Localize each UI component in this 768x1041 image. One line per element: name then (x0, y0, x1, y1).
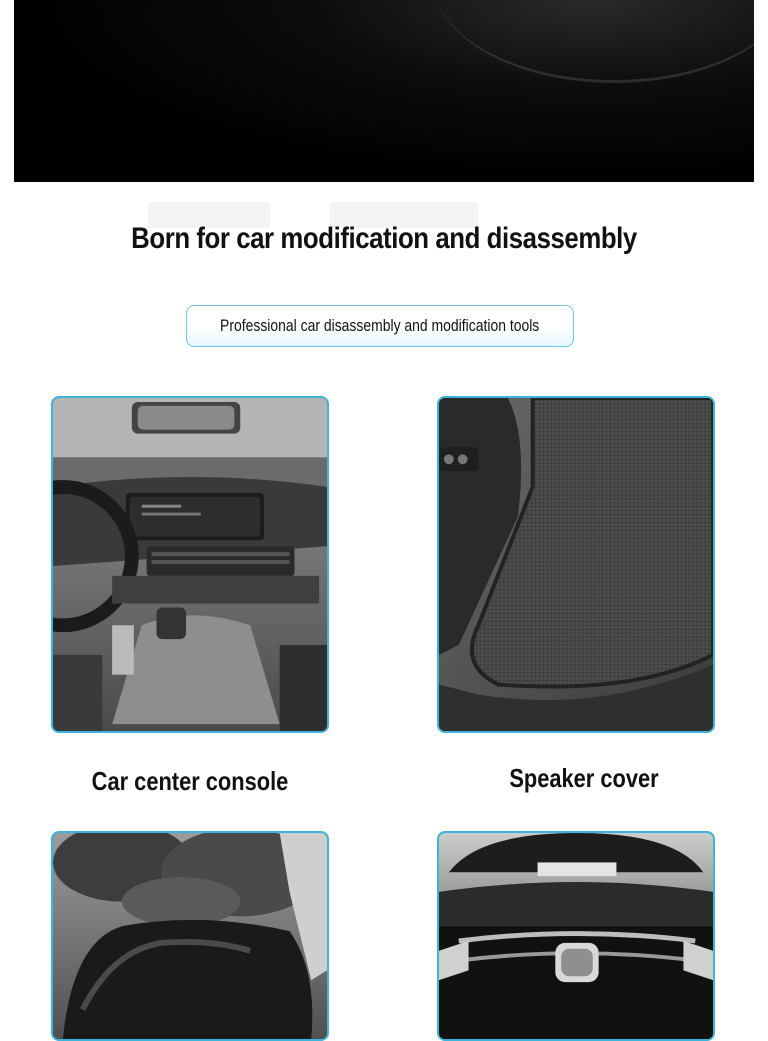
card-caption-center-console: Car center console (91, 766, 289, 796)
side-mirror-image (51, 831, 329, 1041)
car-center-console-image (51, 396, 329, 733)
speaker-cover-image (437, 396, 715, 733)
subtitle-pill-text: Professional car disassembly and modification tools (220, 316, 540, 335)
hero-highlight-arc (434, 0, 754, 83)
page-headline: Born for car modification and disassembly (131, 222, 637, 255)
subtitle-pill (186, 305, 574, 347)
car-front-grille-image (437, 831, 715, 1041)
card-caption-speaker-cover: Speaker cover (509, 763, 659, 793)
hero-banner-image (14, 0, 754, 182)
